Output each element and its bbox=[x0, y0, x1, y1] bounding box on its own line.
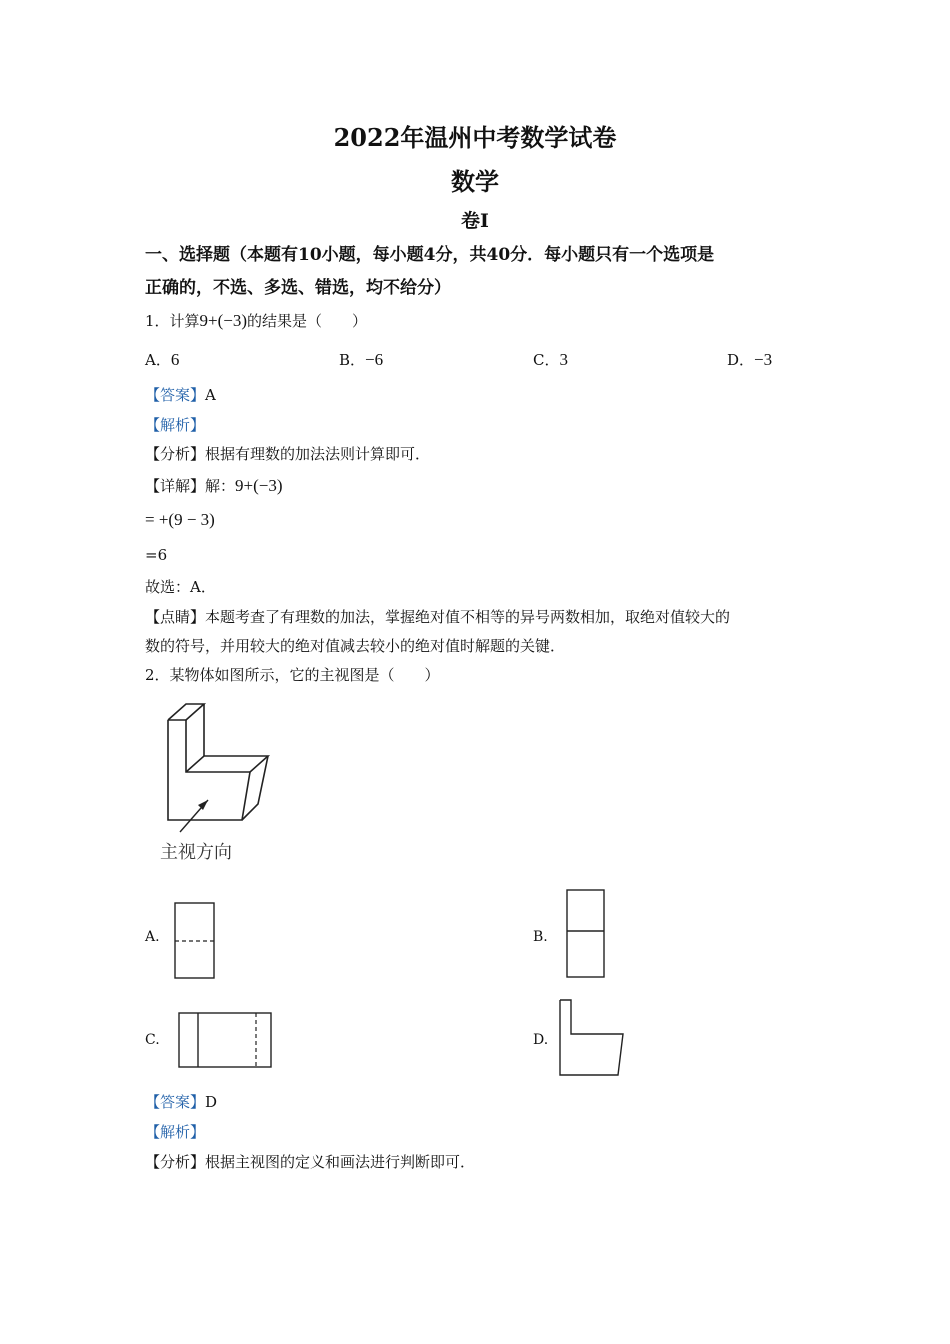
q1-expression: 9+(−3) bbox=[199, 311, 248, 330]
q2-option-b-figure bbox=[566, 889, 606, 979]
volume-heading: 卷Ⅰ bbox=[461, 210, 489, 232]
section-heading-line1: 一、选择题（本题有10小题，每小题4分，共40分．每小题只有一个选项是 bbox=[145, 245, 715, 265]
q2-option-a-label: A. bbox=[145, 929, 160, 945]
q1-step2: =6 bbox=[145, 546, 168, 564]
q2-option-c-figure bbox=[178, 1012, 274, 1070]
q2-option-c-label: C. bbox=[145, 1032, 160, 1048]
section-heading-line2: 正确的，不选、多选、错选，均不给分） bbox=[145, 278, 451, 298]
q2-figure-caption: 主视方向 bbox=[160, 842, 232, 863]
q2-option-d-label: D. bbox=[533, 1032, 549, 1048]
q1-analysis-tag: 【解析】 bbox=[145, 416, 206, 434]
q2-stem: 2．某物体如图所示，它的主视图是（ ） bbox=[145, 666, 440, 684]
q1-answer: 【答案】A bbox=[145, 386, 216, 404]
page-title: 2022年温州中考数学试卷 bbox=[333, 123, 617, 152]
subject-heading: 数学 bbox=[451, 167, 499, 196]
q1-step1: = +(9 − 3) bbox=[145, 510, 215, 529]
q2-option-d-figure bbox=[558, 998, 626, 1078]
q1-xiangjie: 【详解】解：9+(−3) bbox=[145, 476, 283, 495]
q1-stem bbox=[145, 310, 367, 331]
q2-fenxi: 【分析】根据主视图的定义和画法进行判断即可． bbox=[145, 1153, 476, 1171]
q1-conclusion: 故选：A． bbox=[145, 578, 216, 596]
q1-option-a: A．6 bbox=[145, 350, 180, 369]
q1-fenxi: 【分析】根据有理数的加法法则计算即可． bbox=[145, 445, 431, 463]
q1-suffix: 的结果是（ ） bbox=[247, 312, 368, 330]
q2-option-a-figure bbox=[174, 902, 216, 980]
q1-option-d: D．−3 bbox=[727, 350, 773, 369]
q1-option-b: B．−6 bbox=[339, 350, 384, 369]
q1-dianjing-line1: 【点睛】本题考查了有理数的加法，掌握绝对值不相等的异号两数相加，取绝对值较大的 bbox=[145, 608, 731, 626]
q2-analysis-tag: 【解析】 bbox=[145, 1123, 206, 1141]
q2-option-b-label: B. bbox=[533, 929, 548, 945]
q2-answer: 【答案】D bbox=[145, 1093, 218, 1111]
q1-prefix: 1．计算 bbox=[145, 312, 200, 330]
q1-dianjing-line2: 数的符号，并用较大的绝对值减去较小的绝对值时解题的关键． bbox=[145, 637, 566, 655]
q1-option-c: C．3 bbox=[533, 350, 568, 369]
